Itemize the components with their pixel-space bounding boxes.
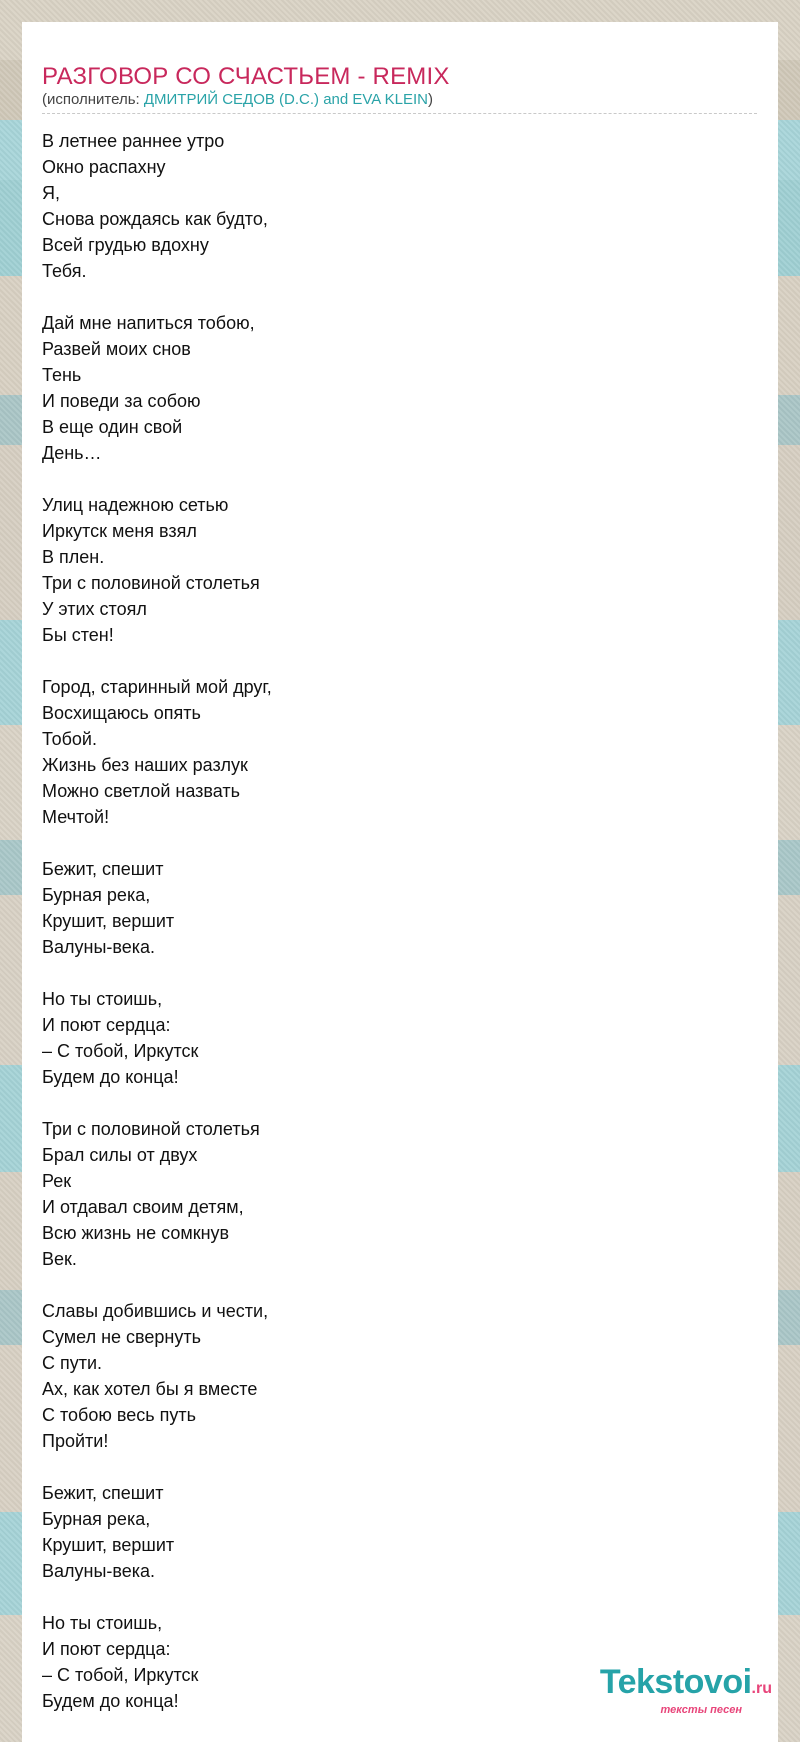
site-logo[interactable]	[600, 1665, 772, 1716]
logo-tld: .ru	[751, 1680, 772, 1697]
lyrics-line: Можно светлой назвать	[42, 781, 240, 801]
lyrics-line: Крушит, вершит	[42, 911, 175, 931]
logo-name: Tekstovoi	[599, 1663, 752, 1701]
lyrics-stanza	[42, 856, 758, 960]
lyrics-line: В плен.	[42, 547, 105, 567]
lyrics-line: – С тобой, Иркутск	[42, 1041, 199, 1061]
lyrics-line: И отдавал своим детям,	[42, 1197, 244, 1217]
lyrics-line: Я,	[42, 183, 60, 203]
song-title: РАЗГОВОР СО СЧАСТЬЕМ - REMIX	[42, 63, 450, 90]
lyrics-line: Но ты стоишь,	[42, 989, 163, 1009]
lyrics-line: Город, старинный мой друг,	[42, 677, 272, 697]
lyrics-stanza	[42, 986, 758, 1090]
lyrics-line: Будем до конца!	[42, 1067, 179, 1087]
logo-wordmark	[600, 1665, 772, 1706]
lyrics-line: Сумел не свернуть	[42, 1327, 201, 1347]
lyrics-stanza	[42, 310, 758, 466]
lyrics-line: Валуны-века.	[42, 1561, 156, 1581]
lyrics-stanza	[42, 1298, 758, 1454]
lyrics-line: Крушит, вершит	[42, 1535, 175, 1555]
lyrics-line: И поведи за собою	[42, 391, 201, 411]
lyrics-line: Век.	[42, 1249, 77, 1269]
lyrics-line: Иркутск меня взял	[42, 521, 197, 541]
logo-tagline: тексты песен	[660, 1704, 742, 1716]
lyrics-card	[22, 22, 778, 1742]
lyrics-line: У этих стоял	[42, 599, 147, 619]
lyrics-body	[42, 128, 758, 1714]
lyrics-line: Мечтой!	[42, 807, 110, 827]
lyrics-line: – С тобой, Иркутск	[42, 1665, 199, 1685]
lyrics-line: Всю жизнь не сомкнув	[42, 1223, 230, 1243]
artist-suffix: )	[428, 91, 433, 108]
lyrics-line: Тебя.	[42, 261, 87, 281]
lyrics-line: Бежит, спешит	[42, 859, 164, 879]
lyrics-line: И поют сердца:	[42, 1639, 171, 1659]
lyrics-line: С тобою весь путь	[42, 1405, 196, 1425]
lyrics-line: Рек	[42, 1171, 72, 1191]
lyrics-line: Снова рождаясь как будто,	[42, 209, 268, 229]
lyrics-line: Жизнь без наших разлук	[42, 755, 248, 775]
lyrics-line: Развей моих снов	[42, 339, 191, 359]
lyrics-line: Дай мне напиться тобою,	[42, 313, 255, 333]
lyrics-line: Улиц надежною сетью	[42, 495, 229, 515]
lyrics-line: Тень	[42, 365, 82, 385]
lyrics-line: Окно распахну	[42, 157, 166, 177]
lyrics-stanza	[42, 492, 758, 648]
lyrics-line: Бурная река,	[42, 1509, 151, 1529]
lyrics-line: Ах, как хотел бы я вместе	[42, 1379, 258, 1399]
lyrics-line: Бы стен!	[42, 625, 114, 645]
lyrics-line: День…	[42, 443, 102, 463]
lyrics-stanza	[42, 1116, 758, 1272]
lyrics-line: Три с половиной столетья	[42, 573, 260, 593]
lyrics-line: Три с половиной столетья	[42, 1119, 260, 1139]
lyrics-line: Но ты стоишь,	[42, 1613, 163, 1633]
lyrics-line: С пути.	[42, 1353, 103, 1373]
lyrics-line: И поют сердца:	[42, 1015, 171, 1035]
lyrics-line: Бурная река,	[42, 885, 151, 905]
lyrics-line: В еще один свой	[42, 417, 183, 437]
lyrics-stanza	[42, 674, 758, 830]
artist-line	[42, 91, 757, 114]
lyrics-stanza	[42, 128, 758, 284]
lyrics-line: Пройти!	[42, 1431, 109, 1451]
lyrics-line: Будем до конца!	[42, 1691, 179, 1711]
lyrics-stanza	[42, 1480, 758, 1584]
lyrics-line: Тобой.	[42, 729, 97, 749]
lyrics-line: Всей грудью вдохну	[42, 235, 209, 255]
artist-prefix: (исполнитель:	[42, 91, 144, 108]
lyrics-line: Брал силы от двух	[42, 1145, 198, 1165]
lyrics-line: В летнее раннее утро	[42, 131, 225, 151]
artist-link[interactable]: ДМИТРИЙ СЕДОВ (D.C.) and EVA KLEIN	[143, 91, 428, 108]
lyrics-line: Восхищаюсь опять	[42, 703, 201, 723]
lyrics-line: Славы добившись и чести,	[42, 1301, 269, 1321]
lyrics-line: Бежит, спешит	[42, 1483, 164, 1503]
lyrics-line: Валуны-века.	[42, 937, 156, 957]
